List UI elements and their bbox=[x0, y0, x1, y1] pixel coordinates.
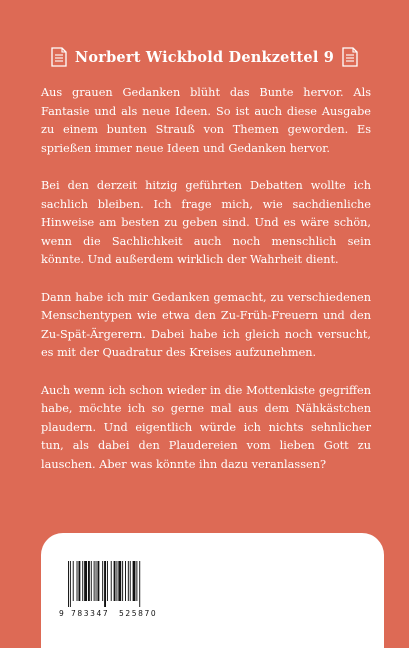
barcode-first-digit: 9 bbox=[59, 609, 64, 618]
barcode-bar bbox=[114, 561, 116, 601]
paragraph-3: Dann habe ich mir Gedanken gemacht, zu verschiedenen Menschentypen wie etwa den Zu-Früh-Freuern und den Zu-Spät-Ärgerern. Dabei habe ich gleich noch versucht, es mit der Quadratur des Kreises aufzunehmen. bbox=[41, 290, 371, 360]
barcode-bar bbox=[116, 561, 117, 601]
barcode-bars bbox=[59, 561, 167, 609]
paragraph-1: Aus grauen Gedanken blüht das Bunte hervor. Als Fantasie und als neue Ideen. So ist auch diese Ausgabe zu einem bunten Strauß von Themen geworden. Es sprießen immer neue Ideen und Gedanken hervor. bbox=[41, 86, 371, 155]
barcode-bar bbox=[88, 561, 90, 601]
barcode-group-left: 783347 bbox=[71, 609, 110, 618]
barcode-bar bbox=[136, 561, 137, 601]
paragraph-4: Auch wenn ich schon wieder in die Mottenkiste gegriffen habe, möchte ich so gerne mal aus dem Nähkästchen plaudern. Und eigentlich würde ich nichts sehnlicher tun, als dabei den Plaudereien vom lieben Gott zu lauschen. Aber was könnte ihn dazu veranlassen? bbox=[41, 383, 371, 471]
barcode-bar bbox=[102, 561, 103, 601]
barcode-bar bbox=[97, 561, 99, 601]
barcode-bar bbox=[94, 561, 95, 601]
barcode-bar bbox=[111, 561, 112, 601]
paragraph-2: Bei den derzeit hitzig geführten Debatten wollte ich sachlich bleiben. Ich frage mich, wie sachdienliche Hinweise am besten zu geben sind. Und es wäre schön, wenn die Sachlichkeit auch noch menschlich sein könnte. Und außerdem wirklich der Wahrheit dient. bbox=[41, 178, 371, 267]
document-icon bbox=[51, 47, 67, 67]
blurb-text bbox=[41, 84, 371, 493]
barcode-bar bbox=[68, 561, 69, 607]
barcode-bar bbox=[118, 561, 121, 601]
barcode-bar bbox=[96, 561, 97, 601]
header bbox=[0, 44, 409, 70]
barcode-bar bbox=[82, 561, 83, 601]
page-title: Norbert Wickbold Denkzettel 9 bbox=[74, 48, 335, 66]
barcode-bar bbox=[70, 561, 71, 607]
document-icon bbox=[342, 47, 358, 67]
barcode-group-right: 525870 bbox=[119, 609, 158, 618]
barcode-bar bbox=[133, 561, 136, 601]
barcode-bar bbox=[107, 561, 108, 601]
barcode-bar bbox=[91, 561, 92, 601]
barcode-bar bbox=[139, 561, 140, 607]
barcode-bar bbox=[104, 561, 106, 607]
barcode-bar bbox=[122, 561, 123, 601]
barcode bbox=[59, 561, 167, 618]
barcode-card bbox=[41, 533, 384, 648]
barcode-bar bbox=[128, 561, 129, 601]
barcode-bar bbox=[77, 561, 78, 601]
barcode-bar bbox=[84, 561, 87, 601]
barcode-bar bbox=[130, 561, 131, 601]
barcode-bar bbox=[78, 561, 80, 601]
barcode-bar bbox=[73, 561, 74, 601]
barcode-bar bbox=[125, 561, 126, 601]
